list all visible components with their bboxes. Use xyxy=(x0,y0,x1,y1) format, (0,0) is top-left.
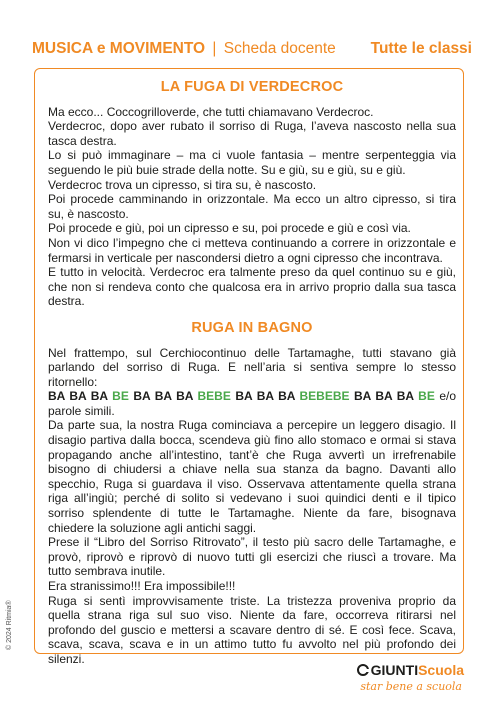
section2-text xyxy=(48,346,456,667)
header-subject-line xyxy=(32,40,336,58)
refrain-ba: BA BA BA xyxy=(48,389,113,404)
refrain-ba: BA BA BA xyxy=(128,389,198,404)
refrain-line xyxy=(48,389,456,418)
refrain-be: BEBEBE xyxy=(299,389,350,404)
paragraph: Ruga si sentì improvvisamente triste. La tristezza proveniva proprio da quella strana riga sul suo viso. Niente da fare, occorreva ritirarsi nel profondo del guscio e mettersi a scavare dentro di sé. E così fece. Scava, scava, scava, scava e in un attimo tutto fu avvolto nel più profondo dei silenzi. xyxy=(48,593,456,666)
paragraph: Poi procede e giù, poi un cipresso e su, poi procede e giù e così via. xyxy=(48,221,411,236)
paragraph: Verdecroc trova un cipresso, si tira su, è nascosto. xyxy=(48,177,317,192)
logo-accent-text: Scuola xyxy=(418,662,464,678)
header-subject: MUSICA e MOVIMENTO xyxy=(32,40,206,57)
logo-tagline: star bene a scuola xyxy=(360,680,462,693)
refrain-be: BE xyxy=(418,389,435,404)
refrain-tail: e/o parole simili. xyxy=(48,389,457,418)
refrain-be: BE xyxy=(112,389,129,404)
paragraph: E tutto in velocità. Verdecroc era talmente preso da quel continuo su e giù, che non si rendeva conto che qualcosa era in arrivo proprio dalla sua tasca destra. xyxy=(48,265,456,309)
logo-wordmark xyxy=(357,662,464,678)
section2-paragraphs xyxy=(48,418,456,666)
section2-intro: Nel frattempo, sul Cerchiocontinuo delle Tartamaghe, tutti stavano già parlando del sorriso di Ruga. E nell’aria si sentiva sempre lo stesso ritornello: xyxy=(48,345,456,389)
refrain xyxy=(48,389,435,403)
page-header xyxy=(32,40,472,64)
refrain-ba: BA BA BA xyxy=(230,389,300,404)
paragraph: Era stranissimo!!! Era impossibile!!! xyxy=(48,579,236,593)
copyright: © 2024 Ritmia® xyxy=(6,600,13,650)
refrain-ba: BA BA BA xyxy=(349,389,419,404)
paragraph: Da parte sua, la nostra Ruga cominciava a percepire un leggero disagio. Il disagio partiva dalla bocca, scendeva giù fino allo stomaco e ormai si stava propagando anche all’intestino, tant’è che Ruga avvertì un irrefrenabile bisogno di chiudersi a chiave nella sua stanza da bagno. Davanti allo specchio, Ruga si guardava il viso. Osservava attentamente quella strana riga all’ingiù; perché di solito si vedevano i suoi quindici denti e il tipico sorriso splendente di tutte le Tartamaghe. Niente da fare, bisognava chiedere la soluzione agli antichi saggi. xyxy=(48,418,456,535)
paragraph: Lo si può immaginare – ma ci vuole fantasia – mentre serpenteggia via seguendo le più buie strade della notte. Su e giù, su e giù, su e giù. xyxy=(48,148,456,177)
content-body xyxy=(48,78,456,667)
paragraph: Non vi dico l’impegno che ci metteva continuando a correre in orizzontale e fermarsi in verticale per nascondersi dietro a ogni cipresso che incontrava. xyxy=(48,235,456,265)
header-subtitle: Scheda docente xyxy=(223,40,336,57)
paragraph: Verdecroc, dopo aver rubato il sorriso di Ruga, l’aveva nascosto nella sua tasca destra. xyxy=(48,119,456,148)
header-separator: | xyxy=(212,40,217,57)
giunti-scuola-logo xyxy=(324,662,464,702)
logo-main-text: GIUNTI xyxy=(370,662,419,678)
section1-title: LA FUGA DI VERDECROC xyxy=(160,79,344,95)
header-classes: Tutte le classi xyxy=(370,40,472,57)
paragraph: Poi procede camminando in orizzontale. Ma ecco un altro cipresso, si tira su, è nascosto. xyxy=(48,192,456,221)
section2-title: RUGA IN BAGNO xyxy=(191,319,313,336)
refrain-be: BEBE xyxy=(197,389,231,404)
section1-text xyxy=(48,105,456,309)
paragraph: Prese il “Libro del Sorriso Ritrovato”, il testo più sacro delle Tartamaghe, e provò, riprovò e riprovò di nuovo tutti gli esercizi che riuscì a trovare. Ma tutto sembrava inutile. xyxy=(48,535,456,579)
paragraph: Ma ecco... Coccogrilloverde, che tutti chiamavano Verdecroc. xyxy=(48,104,374,119)
logo-g-icon xyxy=(357,664,369,676)
